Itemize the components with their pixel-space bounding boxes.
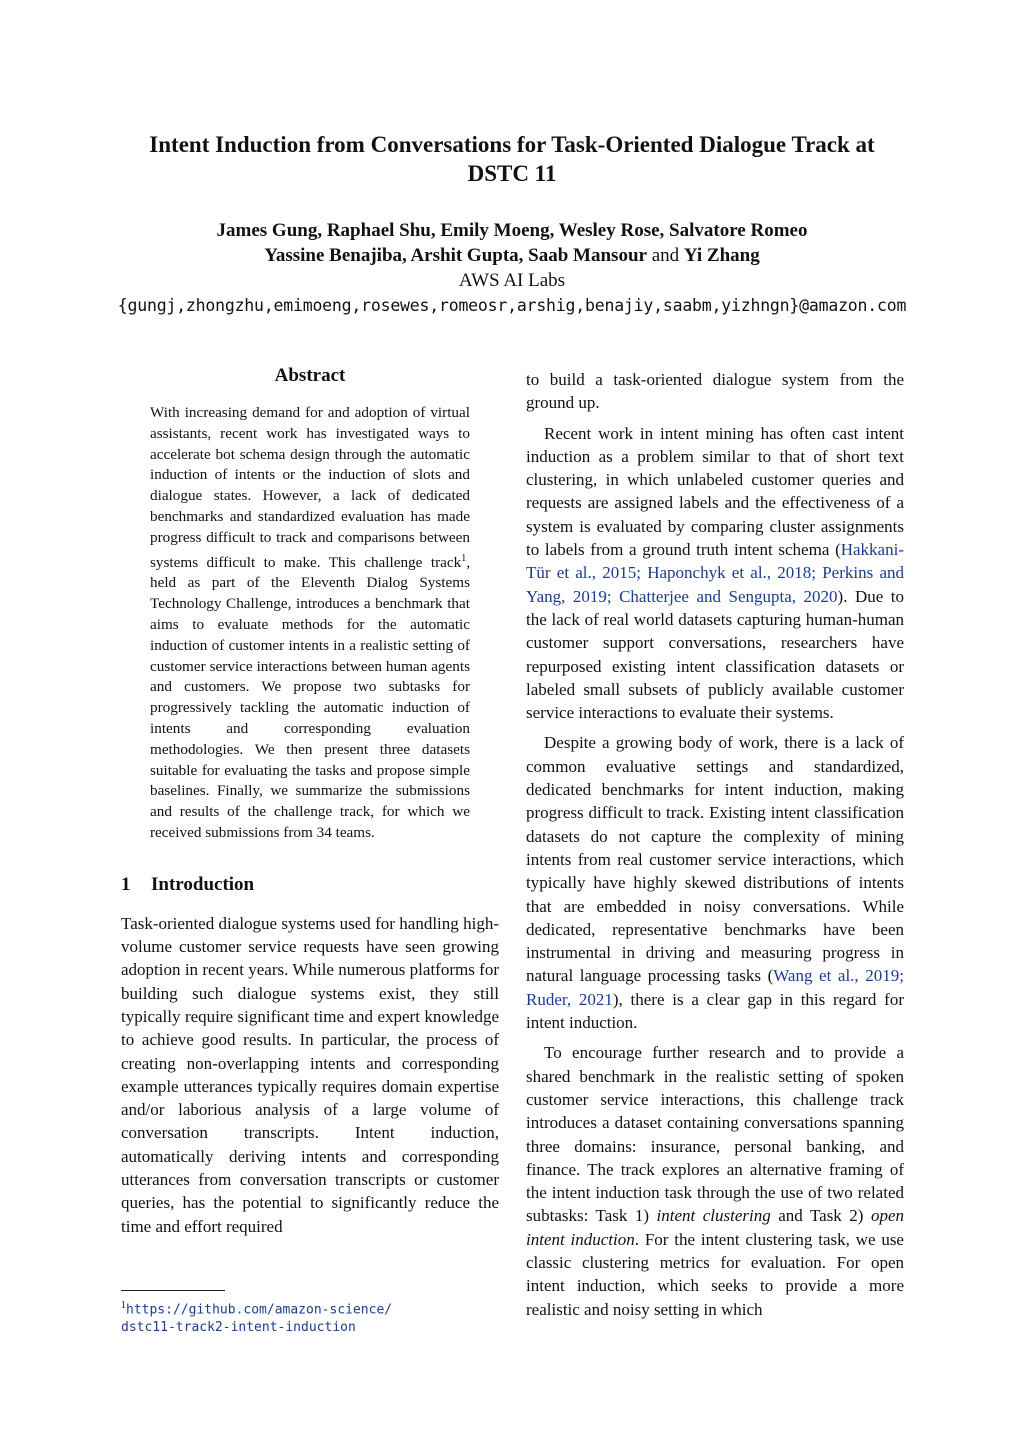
intro-paragraph-4 <box>526 1041 904 1321</box>
p4-text-c: . For the intent clustering task, we use classic clustering metrics for evaluation. For open intent induction, which seeks to provide a more realistic and noisy setting in which <box>526 1229 904 1319</box>
citation-link[interactable]: Hakkani-Tür et al., 2015; Haponchyk et al., 2018; Perkins and Yang, 2019; Chatterjee and Sengupta, 2020 <box>526 540 904 606</box>
authors-last: Yi Zhang <box>683 245 760 266</box>
abstract-text <box>150 403 470 844</box>
section-title: Introduction <box>151 873 255 895</box>
p2-text-b: ). Due to the lack of real world datasets capturing human-human customer support conversations, researchers have repurposed existing intent classification datasets or labeled small subsets of publicly available customer service interactions to evaluate their systems. <box>526 586 904 723</box>
affiliation: AWS AI Labs <box>458 270 566 291</box>
paper-title <box>100 130 924 188</box>
author-block <box>60 218 964 319</box>
p4-emphasis-2: open intent induction <box>526 1206 904 1249</box>
p4-text-b: and Task 2) <box>770 1206 871 1226</box>
intro-continuation: to build a task-oriented dialogue system from the ground up. <box>526 370 904 413</box>
footnote-url[interactable] <box>121 1297 521 1337</box>
p2-text-a: Recent work in intent mining has often cast intent induction as a problem similar to that of short text clustering, in which unlabeled customer queries and requests are assigned labels and the effectiveness of a system is evaluated by comparing cluster assignments to labels from a ground truth intent schema ( <box>526 423 904 560</box>
footnote-number: 1 <box>121 1300 126 1311</box>
right-column <box>526 368 904 1328</box>
intro-heading <box>121 874 499 896</box>
footnote <box>121 1290 521 1337</box>
footnote-url-line-2[interactable]: dstc11-track2-intent-induction <box>121 1320 356 1336</box>
intro-paragraph-2 <box>526 422 904 725</box>
intro-paragraph-1: Task-oriented dialogue systems used for handling high-volume customer service requests have seen growing adoption in recent years. While numerous platforms for building such dialogue systems exist, they still typically require significant time and expert knowledge to achieve good results. In particular, the process of creating non-overlapping intents and corresponding example utterances typically requires domain expertise and/or laborious analysis of a large volume of conversation transcripts. Intent induction, automatically deriving intents and corresponding utterances from conversation transcripts or customer queries, has the potential to significantly reduce the time and effort required <box>121 913 499 1236</box>
section-number: 1 <box>121 873 131 895</box>
p4-emphasis-1: intent clustering <box>656 1206 771 1226</box>
p3-text-a: Despite a growing body of work, there is a lack of common evaluative settings and standardized, dedicated benchmarks for intent induction, making progress difficult to track. Existing intent classification datasets do not capture the complexity of mining intents from real customer service interactions, which typically have highly skewed distributions of intents that are embedded in noisy conversations. While dedicated, representative benchmarks have been instrumental in driving and measuring progress in natural language processing tasks ( <box>526 733 904 986</box>
abstract-text-part-1: With increasing demand for and adoption of virtual assistants, recent work has investigated ways to accelerate bot schema design through the automatic induction of intents or the induction of slots and dialogue states. However, a lack of dedicated benchmarks and standardized evaluation has made progress difficult to track and comparisons between systems difficult to make. This challenge track <box>150 404 470 571</box>
p4-text-a: To encourage further research and to provide a shared benchmark in the realistic setting of spoken customer service interactions, this challenge track introduces a dataset containing conversations spanning three domains: insurance, personal banking, and finance. The track explores an alternative framing of the intent induction task through the use of two related subtasks: Task 1) <box>526 1043 904 1226</box>
footnote-rule <box>121 1290 225 1291</box>
abstract-text-part-2: , held as part of the Eleventh Dialog Systems Technology Challenge, introduces a benchmark that aims to evaluate methods for the automatic induction of customer intents in a realistic setting of customer service interactions between human agents and customers. We propose two subtasks for progressively tackling the automatic induction of intents and corresponding evaluation methodologies. We then present three datasets suitable for evaluating the tasks and propose simple baselines. Finally, we summarize the submissions and results of the challenge track, for which we received submissions from 34 teams. <box>150 553 470 841</box>
author-emails: {gungj,zhongzhu,emimoeng,rosewes,romeosr,arshig,benajiy,saabm,yizhngn}@amazon.com <box>117 296 907 315</box>
citation-link[interactable]: Wang et al., 2019; Ruder, 2021 <box>526 966 904 1009</box>
intro-paragraph-3 <box>526 731 904 1034</box>
abstract-heading: Abstract <box>274 365 346 386</box>
p3-text-b: ), there is a clear gap in this regard for intent induction. <box>526 989 904 1033</box>
title-line-1: Intent Induction from Conversations for Task-Oriented Dialogue Track at <box>149 132 875 157</box>
authors-and: and <box>651 245 680 266</box>
authors-line-2: Yassine Benajiba, Arshit Gupta, Saab Mansour <box>264 245 647 266</box>
footnote-marker[interactable]: 1 <box>461 552 467 564</box>
left-column <box>121 365 499 1238</box>
title-line-2: DSTC 11 <box>467 161 557 186</box>
footnote-url-line-1[interactable]: https://github.com/amazon-science/ <box>126 1302 393 1318</box>
authors-line-1: James Gung, Raphael Shu, Emily Moeng, Wesley Rose, Salvatore Romeo <box>216 220 808 241</box>
